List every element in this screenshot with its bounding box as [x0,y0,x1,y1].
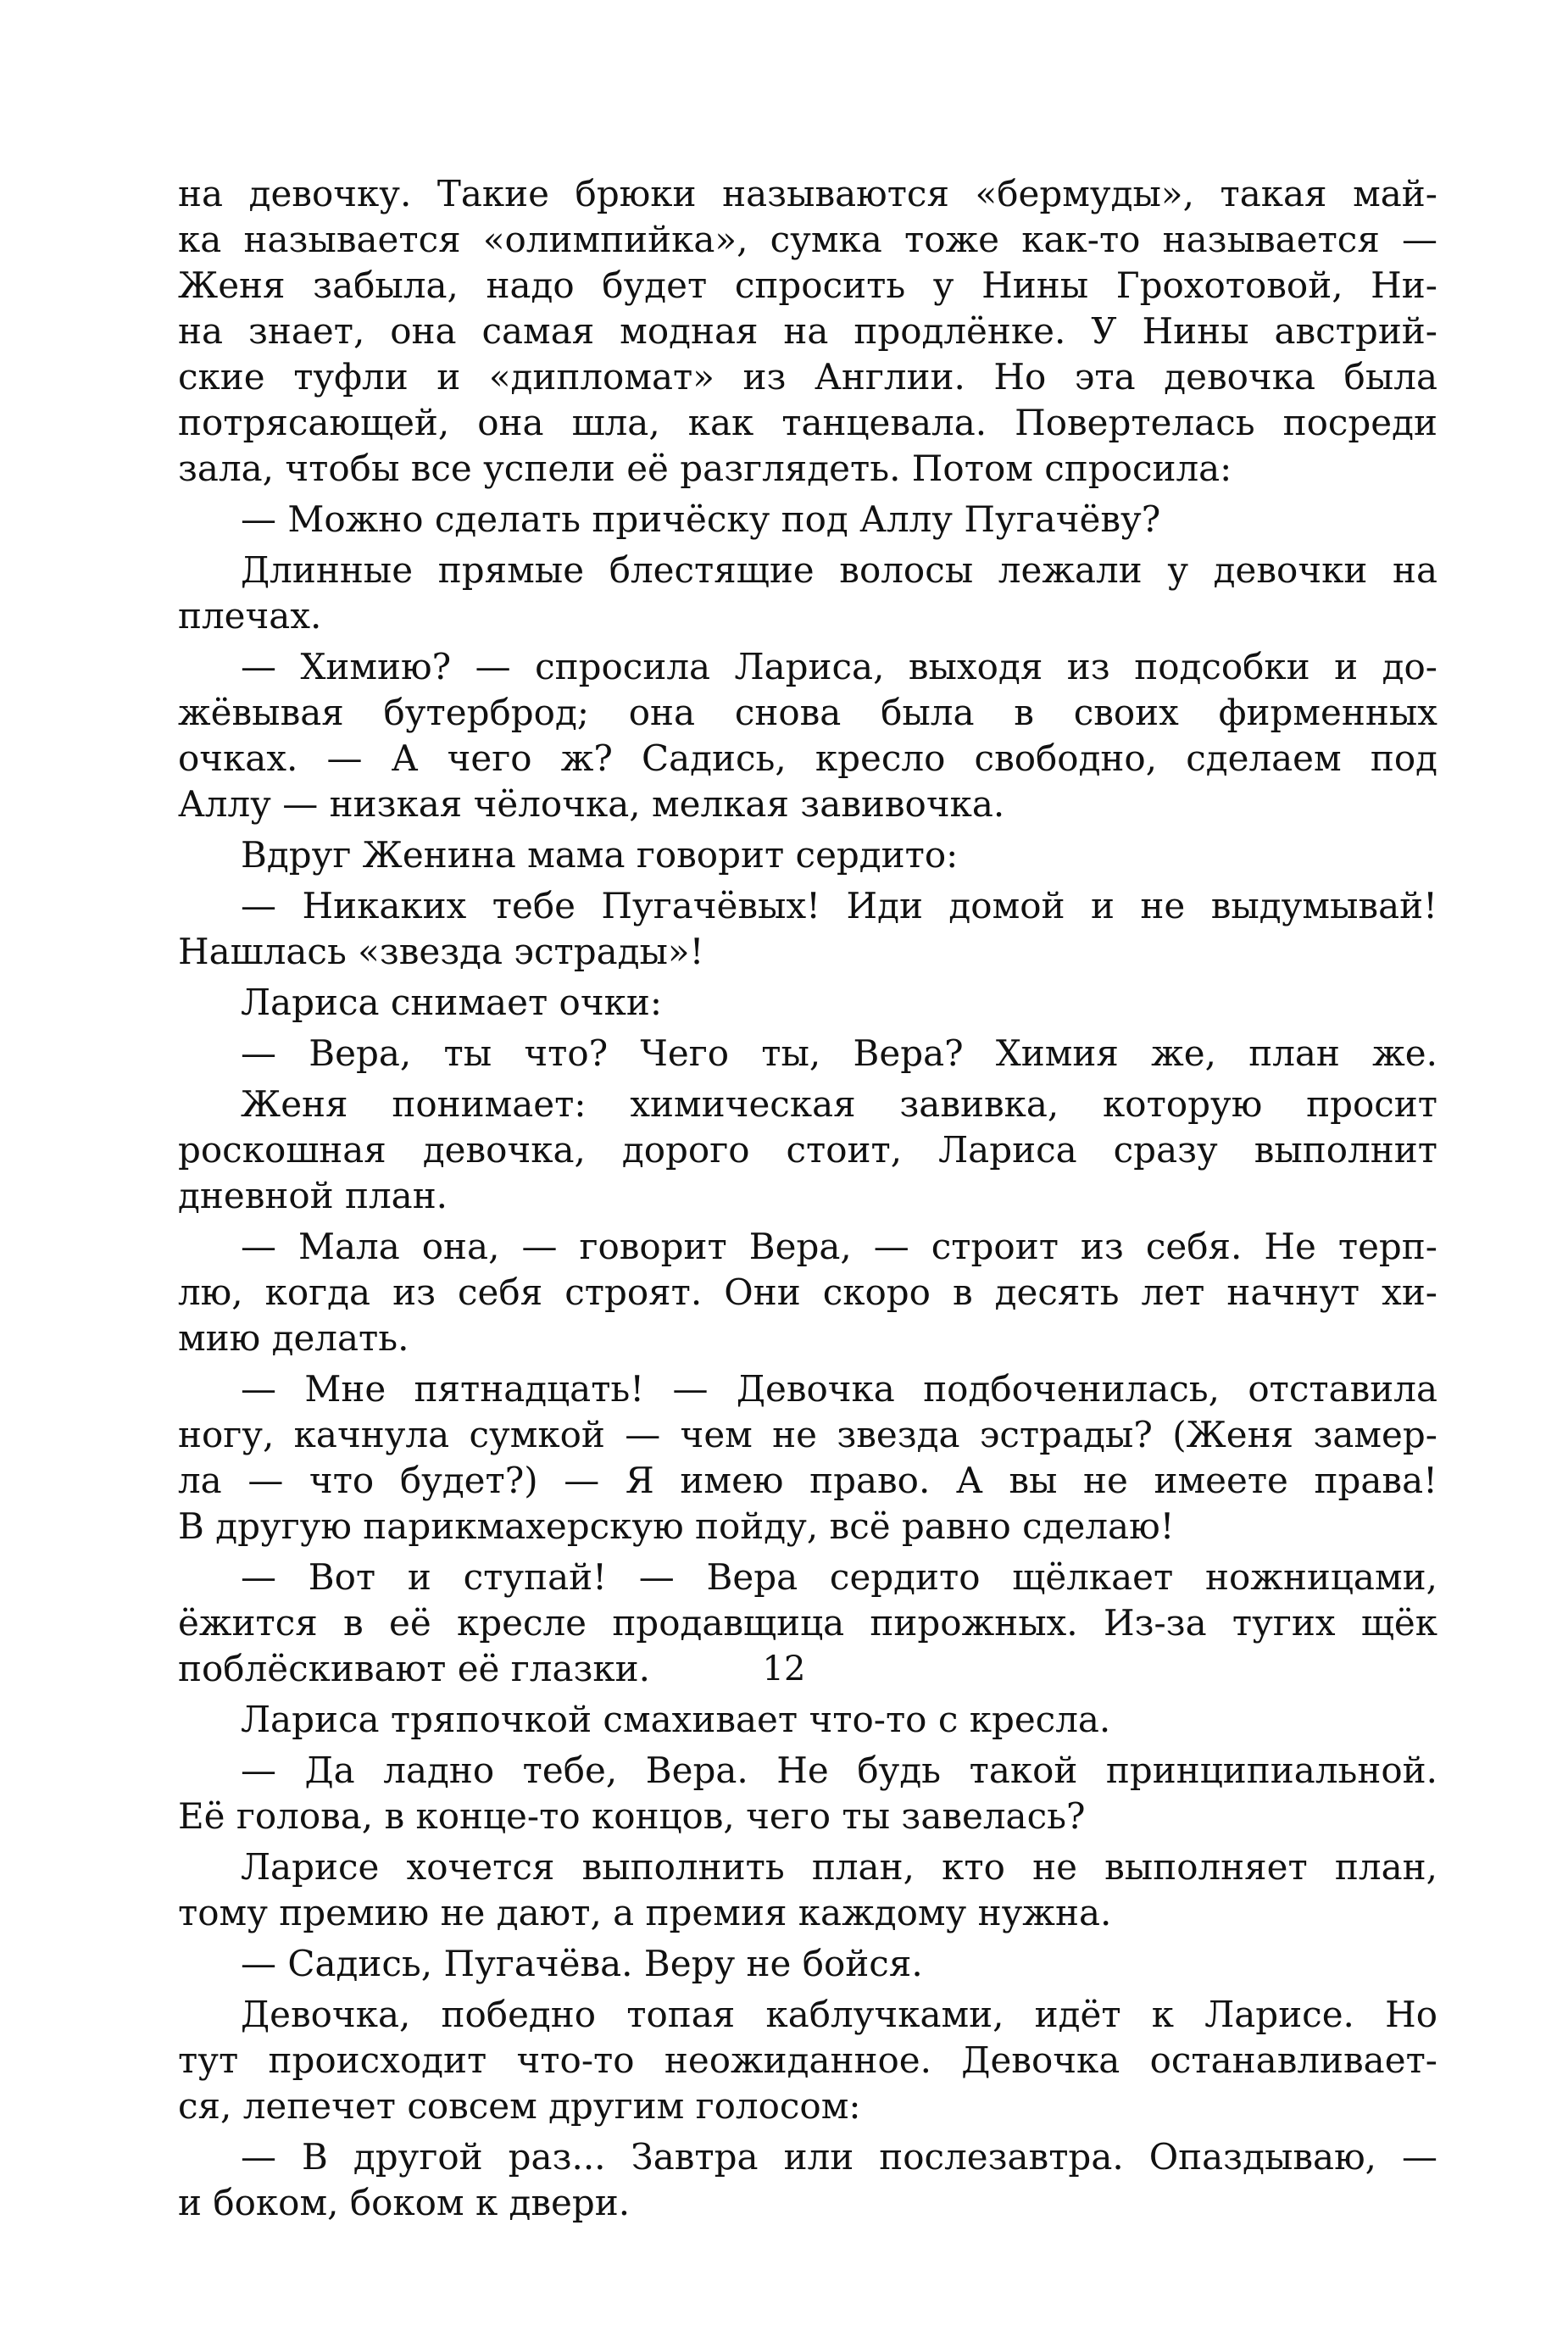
page-number: 12 [762,1650,806,1688]
body-text [178,171,1437,2226]
text-line: поблёскивают её глазки. [178,1648,650,1689]
text-line: ёжится в её кресле продавщица пирожных. Из-за тугих щёк [178,1602,1437,1644]
text-line: ка называется «олимпийка», сумка тоже как-то называется — [178,219,1437,260]
text-line: — Никаких тебе Пугачёвых! Иди домой и не выдумывай! [241,885,1437,926]
text-line: Ларисе хочется выполнить план, кто не выполняет план, [241,1846,1437,1888]
text-line: зала, чтобы все успели её разглядеть. Потом спросила: [178,448,1232,489]
text-line: ские туфли и «дипломат» из Англии. Но эта девочка была [178,356,1437,398]
text-line: на девочку. Такие брюки называются «бермуды», такая май- [178,173,1437,214]
text-line: Девочка, победно топая каблучками, идёт к Ларисе. Но [241,1994,1437,2035]
text-line: — Мала она, — говорит Вера, — строит из себя. Не терп- [241,1226,1437,1267]
text-line: ся, лепечет совсем другим голосом: [178,2085,861,2127]
text-line: — Можно сделать причёску под Аллу Пугачёву? [241,498,1161,540]
text-line: очках. — А чего ж? Садись, кресло свободно, сделаем под [178,737,1437,779]
text-line: — Да ладно тебе, Вера. Не будь такой принципиальной. [241,1750,1437,1791]
text-line: Нашлась «звезда эстрады»! [178,931,704,972]
text-line: роскошная девочка, дорого стоит, Лариса сразу выполнит [178,1129,1437,1171]
text-line: жёвывая бутерброд; она снова была в своих фирменных [178,692,1437,733]
text-line: тому премию не дают, а премия каждому нужна. [178,1892,1112,1933]
text-line: Лариса снимает очки: [241,982,662,1023]
text-line: Аллу — низкая чёлочка, мелкая завивочка. [178,783,1005,825]
text-line: плечах. [178,595,322,637]
text-line: — Вера, ты что? Чего ты, Вера? Химия же, план же. [241,1032,1437,1074]
text-line: Лариса тряпочкой смахивает что-то с кресла. [241,1699,1111,1740]
text-line: — Химию? — спросила Лариса, выходя из подсобки и до- [241,646,1437,687]
text-line: — Садись, Пугачёва. Веру не бойся. [241,1943,923,1984]
text-line: Вдруг Женина мама говорит сердито: [241,834,959,876]
text-line: В другую парикмахерскую пойду, всё равно сделаю! [178,1505,1175,1547]
text-line: ла — что будет?) — Я имею право. А вы не имеете права! [178,1460,1437,1501]
text-line: Длинные прямые блестящие волосы лежали у девочки на [241,549,1437,591]
text-line: ногу, качнула сумкой — чем не звезда эстрады? (Женя замер- [178,1414,1437,1455]
text-line: — В другой раз... Завтра или послезавтра. Опаздываю, — [241,2136,1437,2178]
text-line: мию делать. [178,1317,409,1359]
text-line: дневной план. [178,1175,448,1216]
text-line: — Вот и ступай! — Вера сердито щёлкает ножницами, [241,1556,1437,1598]
text-line: Её голова, в конце-то концов, чего ты завелась? [178,1795,1086,1837]
text-line: — Мне пятнадцать! — Девочка подбоченилась, отставила [241,1368,1437,1410]
text-line: Женя забыла, надо будет спросить у Нины Грохотовой, Ни- [178,264,1437,306]
text-line: Женя понимает: химическая завивка, которую просит [241,1083,1437,1125]
text-line: на знает, она самая модная на продлёнке. У Нины австрий- [178,310,1437,352]
text-line: лю, когда из себя строят. Они скоро в десять лет начнут хи- [178,1271,1437,1313]
text-line: и боком, боком к двери. [178,2182,631,2223]
text-line: тут происходит что-то неожиданное. Девочка останавливает- [178,2039,1437,2081]
text-line: потрясающей, она шла, как танцевала. Повертелась посреди [178,402,1437,443]
